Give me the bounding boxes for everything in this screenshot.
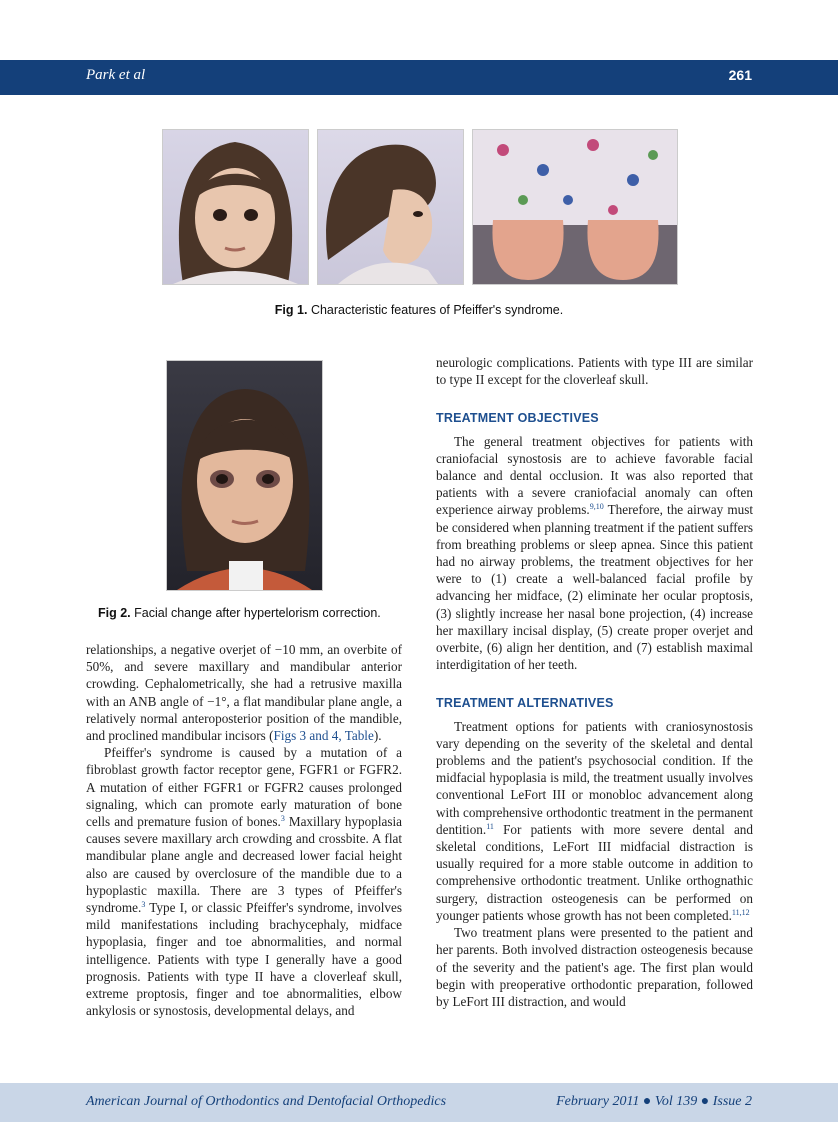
text-span: The general treatment objectives for patients with craniofacial synostosis are to achieve favorable facial balance and dental occlusion. It was also reported that patients with a severe craniofacial anomaly can often experience airway problems. [436, 433, 753, 518]
text-span: Type I, or classic Pfeiffer's syndrome, involves mild manifestations including brachycephaly, midface hypoplasia, finger and toe abnormalities, and normal intelligence. Patients with type I generally have a good prognosis. Patients with type II have a cloverleaf skull, extreme proptosis, finger and toe abnormalities, elbow ankylosis or synostosis, developmental delays, and [86, 900, 402, 1019]
text-span: Maxillary hypoplasia causes severe maxillary arch crowding and crossbite. A flat mandibular plane angle and decreased lower facial height also are caused by overclosure of the mandible due to a hypoplastic maxilla. There are 3 types of Pfeiffer's syndrome. [86, 814, 402, 916]
figure2-caption [98, 606, 381, 620]
citation-link[interactable]: 3 [280, 814, 285, 824]
figure1-photo-frontal-face [162, 129, 309, 285]
text-span: Pfeiffer's syndrome is caused by a mutation of a fibroblast growth factor receptor gene, FGFR1 or FGFR2. A mutation of either FGFR1 or FGFR2 causes prolonged signaling, which can promote early maturation of bone cells and premature fusion of bones. [86, 745, 402, 830]
paragraph [86, 744, 402, 1019]
paragraph: Two treatment plans were presented to the patient and her parents. Both involved distraction osteogenesis because of the severity and the patient's age. The first plan would begin with preoperative orthodontic preparation, followed by LeFort III distraction, and would [436, 925, 753, 1009]
citation-link[interactable]: 11,12 [731, 907, 750, 917]
paragraph [86, 641, 402, 744]
text-span: Therefore, the airway must be considered when planning treatment if the patient suffers from breathing problems or sleep apnea. Since this patient had no airway problems, the treatment objectives for her were to (1) create a well-balanced facial profile by advancing her midface, (2) eliminate her ocular proptosis, (3) slightly increase her nasal bone projection, (4) increase her maxillary incisal display, (5) create proper overjet and overbite, (6) align her dentition, and (7) establish maximal interdigitation of her teeth. [436, 502, 753, 673]
figure2-caption-text: Facial change after hypertelorism correction. [134, 606, 381, 620]
paragraph: neurologic complications. Patients with type III are similar to type II except for the cloverleaf skull. [436, 355, 753, 388]
citation-link[interactable]: 11 [486, 821, 494, 831]
running-header [0, 60, 838, 95]
figure1-caption [0, 303, 838, 317]
running-footer [0, 1083, 838, 1122]
figure1-label: Fig 1. [274, 303, 308, 317]
text-span: ). [373, 728, 382, 744]
figure-reference-link[interactable]: Figs 3 and 4, Table [273, 728, 374, 744]
page-number: 261 [728, 67, 752, 83]
text-span: relationships, a negative overjet of −10 mm, an overbite of 50%, and severe maxillary and mandibular anterior crowding. Cephalometrically, she had a retrusive maxilla with an ANB angle of −1°, a flat mandibular plane angle, a relatively normal anteroposterior position of the mandible, and proclined mandibular incisors ( [86, 642, 402, 744]
figure2-label: Fig 2. [98, 606, 131, 620]
citation-link[interactable]: 3 [141, 900, 146, 910]
paragraph [436, 433, 753, 674]
text-span: For patients with more severe dental and skeletal conditions, LeFort III midfacial distraction is usually required for a more stable outcome in addition to comprehensive orthodontic treatment. Unlike orthognathic surgery, distraction osteogenesis can be performed on younger patients whose growth has not been completed. [436, 821, 753, 923]
figure1-caption-text: Characteristic features of Pfeiffer's syndrome. [310, 303, 564, 317]
right-text-column [436, 354, 753, 1010]
figure2-photo-face [166, 360, 323, 591]
section-heading-treatment-objectives: TREATMENT OBJECTIVES [436, 411, 599, 426]
text-span: Treatment options for patients with craniosynostosis vary depending on the severity of the skeletal and dental problems and the patient's psychosocial condition. If the midfacial hypoplasia is mild, the treatment usually involves conventional LeFort III or monobloc advancement along with comprehensive orthodontic treatment in the permanent dentition. [436, 718, 753, 837]
figure1-photo-profile-face [317, 129, 464, 285]
left-text-column [86, 641, 402, 1019]
journal-name: American Journal of Orthodontics and Dentofacial Orthopedics [86, 1094, 447, 1109]
issue-info: February 2011 ● Vol 139 ● Issue 2 [556, 1094, 752, 1109]
figure1-photo-feet [472, 129, 678, 285]
running-header-authors: Park et al [86, 67, 146, 83]
section-heading-treatment-alternatives: TREATMENT ALTERNATIVES [436, 696, 614, 711]
paragraph [436, 718, 753, 924]
citation-link[interactable]: 9,10 [589, 502, 604, 512]
